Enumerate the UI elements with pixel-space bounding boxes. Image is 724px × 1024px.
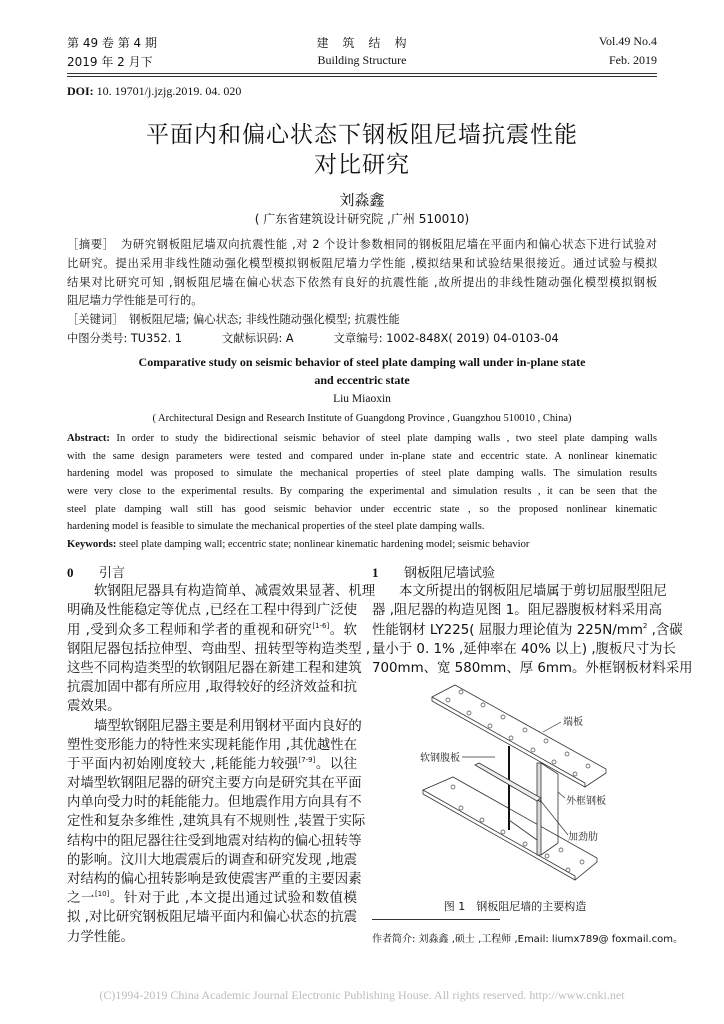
header-rule [67, 73, 657, 74]
body-line: 这些不同构造类型的软钢阻尼器在新建工程和建筑 [67, 660, 362, 676]
abstract-cn-line: ［摘要］ 为研究钢板阻尼墙双向抗震性能 ,对 2 个设计参数相同的钢板阻尼墙在平面内和偏心状态下进行试验对 [67, 238, 657, 251]
citation-superscript: [10] [95, 890, 110, 899]
outer-frame-plate [537, 763, 541, 855]
body-line: 结构中的阻尼器往往受到地震对结构的偏心扭转等 [67, 833, 362, 849]
title-en-line2: and eccentric state [314, 373, 410, 387]
author-en: Liu Miaoxin [333, 393, 391, 405]
body-line: 墙型软钢阻尼器主要是利用钢材平面内良好的 [94, 718, 362, 734]
keywords-en-value: steel plate damping wall; eccentric state; nonlinear kinematic hardening model; seismic behavior [116, 539, 530, 551]
figure-1-caption: 图 1 钢板阻尼墙的主要构造 [443, 900, 587, 913]
section-heading-0 [67, 563, 357, 582]
left-column [67, 563, 376, 947]
section-heading-1 [372, 563, 662, 582]
abstract-en [67, 430, 657, 554]
section-title: 钢板阻尼墙试验 [404, 566, 496, 581]
keywords-en [67, 536, 657, 554]
abstract-en-line [67, 430, 657, 448]
body-line: 对结构的偏心扭转影响是致使震害严重的主要因素 [67, 872, 362, 887]
doi-value: 10. 19701/j.jzjg.2019. 04. 020 [93, 84, 242, 98]
abstract-cn-line: 阻尼墙力学性能是可行的。 [67, 294, 203, 308]
body-line: 定性和复杂多维性 ,建筑具有不规则性 ,装置于实际 [67, 814, 366, 830]
author-cn: 刘淼鑫 [339, 191, 385, 209]
body-line: 内单向受力时的耗能能力。但地震作用方向具有不 [67, 795, 362, 811]
label-end-plate: 端板 [563, 717, 583, 728]
abstract-en-line: with the same design parameters were tested and compared under in-plane state and eccentric state. A nonlinear kinematic [67, 450, 657, 462]
classification [67, 330, 657, 349]
title-cn-line1: 平面内和偏心状态下钢板阻尼墙抗震性能 [146, 122, 578, 148]
section-number: 0 [67, 565, 74, 580]
section-number: 1 [372, 565, 379, 580]
body-text: 用 ,受到众多工程师和学者的重视和研究 [67, 622, 313, 638]
body-text: 之一 [67, 891, 95, 907]
citation-superscript: [7-9] [298, 755, 316, 764]
abstract-en-label: Abstract: [67, 433, 110, 444]
journal-date-cn: 2019 年 2 月下 [67, 55, 153, 69]
journal-volume: Vol.49 No.4 [598, 34, 657, 48]
doi [67, 84, 241, 99]
article-number: 文章编号: 1002-848X( 2019) 04-0103-04 [333, 331, 559, 345]
journal-name-cn: 建 筑 结 构 [316, 36, 408, 50]
journal-issue: 第 49 卷 第 4 期 [67, 36, 157, 50]
section-0-body [67, 582, 376, 947]
body-line: 器 ,阻尼器的构造见图 1。阻尼器腹板材料采用高 [372, 603, 662, 619]
body-text: ,含碳 [647, 622, 683, 638]
copyright-watermark: (C)1994-2019 China Academic Journal Electronic Publishing House. All rights reserved. http://www.cnki.net [99, 988, 625, 1002]
body-line: 塑性变形能力的特性来实现耗能作用 ,其优越性在 [67, 737, 357, 753]
title-cn-line2: 对比研究 [314, 152, 410, 178]
journal-name-en: Building Structure [317, 53, 407, 67]
label-outer-frame-plate: 外框钢板 [566, 796, 606, 807]
label-stiffener: 加劲肋 [568, 832, 598, 843]
figure-1-drawing [365, 680, 665, 895]
body-text: 。软 [329, 622, 357, 638]
title-en-line1: Comparative study on seismic behavior of steel plate damping wall under in-plane state [138, 355, 586, 369]
affiliation-en: ( Architectural Design and Research Institute of Guangdong Province , Guangzhou 510010 , China) [152, 413, 572, 424]
body-line: 钢阻尼器包括拉伸型、弯曲型、扭转型等构造类型 , [67, 641, 371, 657]
abstract-en-line: hardening model is feasible to simulate the mechanical properties of the steel plate damping walls. [67, 521, 485, 533]
abstract-en-line: steel plate damping wall still has good seismic behavior under eccentric state , so the proposed nonlinear kinematic [67, 503, 657, 515]
abstract-cn-line: 结果对比研究可知 ,钢板阻尼墙在偏心状态下依然有良好的抗震性能 ,故所提出的非线性随动强化模型模拟钢板 [67, 275, 657, 289]
clc-number: 中图分类号: TU352. 1 [67, 331, 182, 345]
body-line [67, 755, 357, 774]
section-title: 引言 [99, 566, 126, 581]
body-line [372, 621, 683, 640]
abstract-en-line: hardening model was proposed to simulate the mechanical properties of steel plate damping walls. The simulation results [67, 468, 657, 480]
body-line: 拟 ,对比研究钢板阻尼墙平面内和偏心状态的抗震 [67, 910, 357, 926]
body-line: 的影响。汶川大地震震后的调查和研究发现 ,地震 [67, 852, 357, 868]
body-text: 于平面内初始刚度较大 ,耗能能力较强 [67, 756, 299, 772]
body-line: 700mm、宽 580mm、厚 6mm。外框钢板材料采用 [372, 660, 693, 676]
abstract-cn-line: 比研究。提出采用非线性随动强化模型模拟钢板阻尼墙力学性能 ,模拟结果和试验结果很接近。通过试验与模拟 [67, 256, 657, 270]
body-line: 明确及性能稳定等优点 ,已经在工程中得到广泛使 [67, 603, 357, 619]
citation-superscript: [1-6] [312, 621, 330, 630]
abstract-cn [67, 236, 657, 349]
abstract-en-line: were very close to the experimental results. By comparing the experimental and simulation results , it can be seen that the [67, 486, 657, 498]
body-text: 性能钢材 LY225( 屈服力理论值为 225N/mm [372, 622, 643, 638]
keywords-en-label: Keywords: [67, 539, 117, 551]
body-line: 对墙型软钢阻尼器的研究主要方向是研究其在平面 [67, 776, 362, 792]
body-line: 软钢阻尼器具有构造简单、减震效果显著、机理 [94, 584, 376, 600]
body-text: 。针对于此 ,本文提出通过试验和数值模 [109, 891, 358, 907]
abstract-en-text: In order to study the bidirectional seismic behavior of steel plate damping walls , two steel plate damping walls [109, 433, 657, 444]
body-line: 力学性能。 [67, 929, 134, 945]
affiliation-cn: ( 广东省建筑设计研究院 ,广州 510010) [254, 212, 470, 226]
body-line [67, 621, 357, 640]
section-1-body [372, 582, 693, 678]
journal-date-en: Feb. 2019 [609, 53, 657, 67]
body-line [67, 889, 357, 908]
body-line: 震效果。 [67, 699, 121, 715]
header-rule [67, 76, 657, 77]
body-line: 抗震加固中都有所应用 ,取得较好的经济效益和抗 [67, 680, 357, 696]
footnote-rule [372, 919, 500, 920]
author-footnote: 作者简介: 刘淼鑫 ,硕士 ,工程师 ,Email: liumx789@ foxmail.com。 [372, 934, 683, 945]
body-text: 。以往 [315, 756, 357, 772]
doi-label: DOI: [67, 84, 94, 98]
body-line: 本文所提出的钢板阻尼墙属于剪切屈服型阻尼 [399, 584, 667, 600]
top-end-plate [432, 685, 606, 787]
body-line: 量小于 0. 1% ,延伸率在 40% 以上) ,腹板尺寸为长 [372, 641, 676, 657]
right-column [372, 563, 693, 678]
label-soft-steel-web: 软钢腹板 [420, 753, 460, 764]
citation-superscript: 2 [642, 621, 648, 630]
keywords-cn: ［关键词］ 钢板阻尼墙; 偏心状态; 非线性随动强化模型; 抗震性能 [67, 313, 400, 327]
document-code: 文献标识码: A [221, 331, 294, 345]
